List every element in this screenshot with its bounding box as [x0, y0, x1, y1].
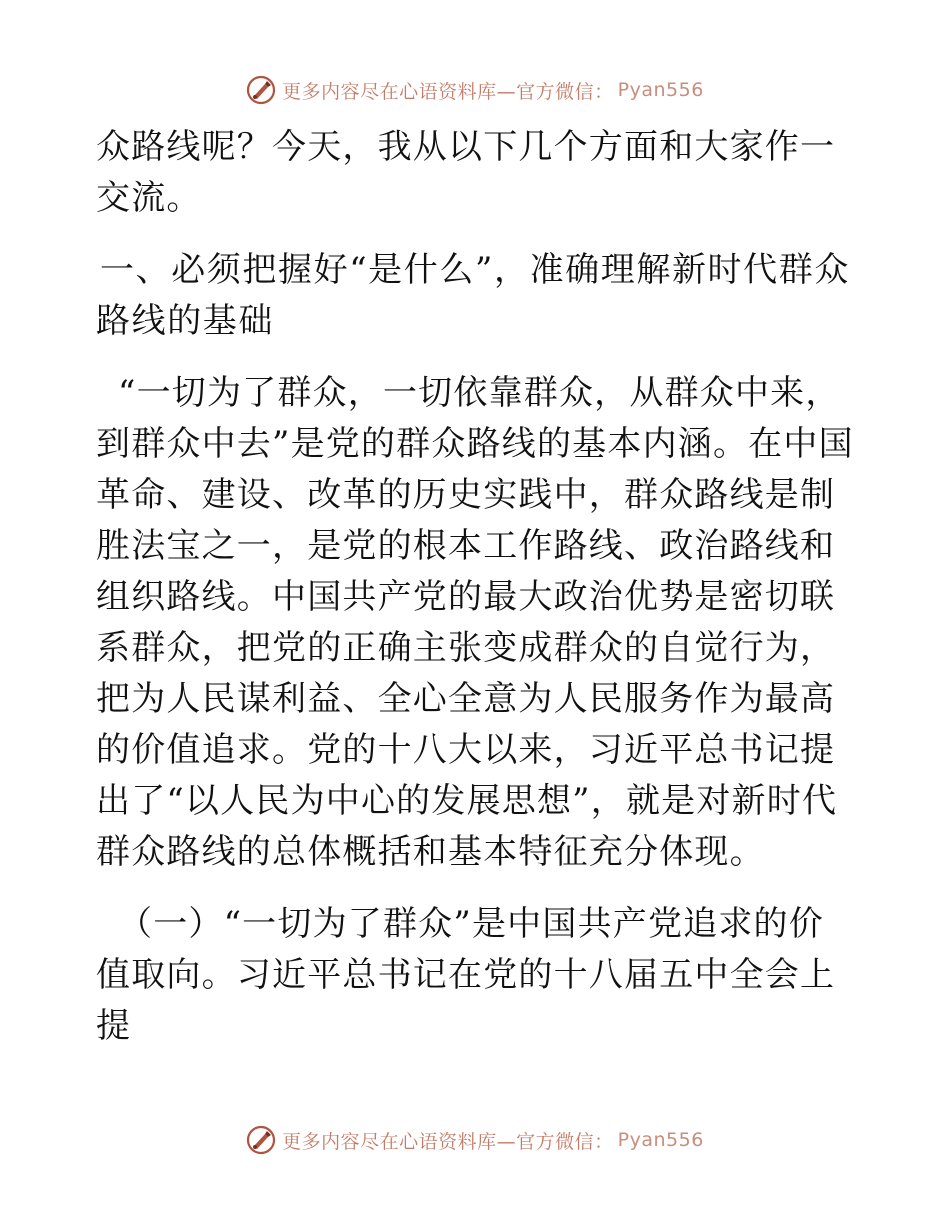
watermark-footer — [0, 1120, 950, 1160]
watermark-text: 更多内容尽在心语资料库—官方微信： — [282, 1130, 614, 1153]
paragraph-mass-line-meaning: “一切为了群众，一切依靠群众，从群众中来，到群众中去”是党的群众路线的基本内涵。在中国革命、建设、改革的历史实践中，群众路线是制胜法宝之一，是党的根本工作路线、政治路线和组织路线。中国共产党的最大政治优势是密切联系群众，把党的正确主张变成群众的自觉行为，把为人民谋利益、全心全意为人民服务作为最高的价值追求。党的十八大以来，习近平总书记提出了“以人民为中心的发展思想”，就是对新时代群众路线的总体概括和基本特征充分体现。 — [96, 373, 854, 872]
paragraph-subsection-one: （一）“一切为了群众”是中国共产党追求的价值取向。习近平总书记在党的十八届五中全会上提 — [96, 904, 836, 1046]
paragraph-intro-end: 众路线呢？今天，我从以下几个方面和大家作一交流。 — [96, 127, 836, 218]
document-body — [96, 122, 856, 1052]
watermark-header — [0, 70, 950, 110]
pen-seal-icon — [246, 1125, 276, 1155]
section-heading-one: 一、必须把握好“是什么”，准确理解新时代群众路线的基础 — [96, 250, 850, 341]
watermark-text: 更多内容尽在心语资料库—官方微信： — [282, 80, 614, 103]
watermark-wechat-id: Pyan556 — [617, 1129, 704, 1151]
watermark-wechat-id: Pyan556 — [617, 79, 704, 101]
pen-seal-icon — [246, 75, 276, 105]
